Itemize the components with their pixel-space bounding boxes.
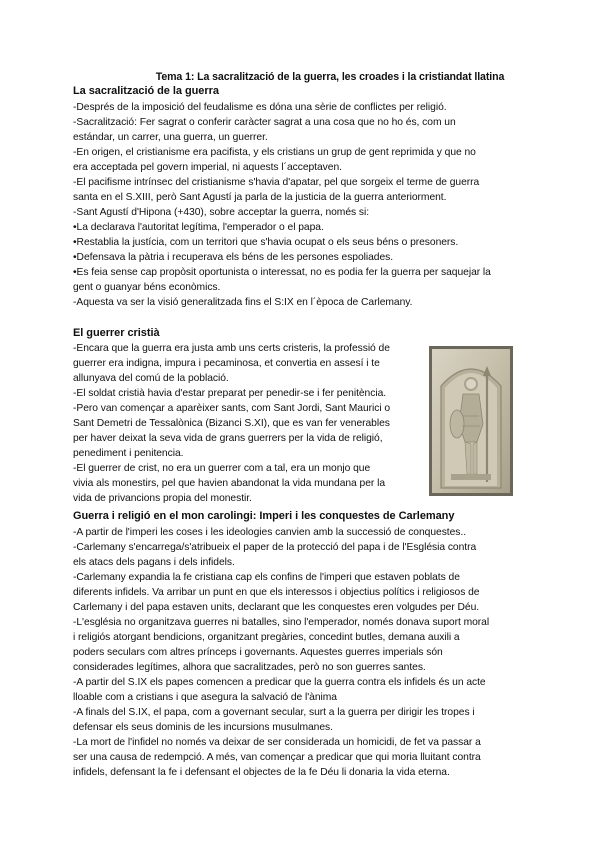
paragraph-line: -A finals del S.IX, el papa, com a governant secular, surt a la guerra per dirigir les tropes i <box>73 707 475 718</box>
paragraph-line: vivia als monestirs, pel que havien abandonat la vida mundana per la <box>73 478 385 489</box>
paragraph-line: -El guerrer de crist, no era un guerrer com a tal, era un monjo que <box>73 463 371 474</box>
paragraph-line: -El pacifisme intrínsec del cristianisme s'havia d'apatar, pel que sorgeix el terme de guerra <box>73 177 480 188</box>
bullet-line: •Restablia la justícia, com un territori que s'havia ocupat o els seus béns o presoners. <box>73 237 459 248</box>
paragraph-line: poders seculars com altres prínceps i governants. Aquestes guerres imperials són <box>73 647 443 658</box>
paragraph-line: allunyava del comú de la població. <box>73 373 229 384</box>
paragraph-line: guerrer era indigna, impura i pecaminosa, et convertia en assesí i te <box>73 358 380 369</box>
section-heading-guerrer-cristia: El guerrer cristià <box>73 327 160 339</box>
paragraph-line: infidels, defensant la fe i defensant el objectes de la fe Déu li donaria la vida eterna. <box>73 767 450 778</box>
paragraph-line: penediment i penitencia. <box>73 448 184 459</box>
paragraph-line: defensar els seus dominis de les incursions musulmanes. <box>73 722 333 733</box>
paragraph-line: -Carlemany expandia la fe cristiana cap els confins de l'imperi que estaven poblats de <box>73 572 460 583</box>
paragraph-line: -A partir del S.IX els papes comencen a predicar que la guerra contra els infidels és un acte <box>73 677 486 688</box>
paragraph-line: -La mort de l'infidel no només va deixar de ser considerada un homicidi, de fet va passar a <box>73 737 481 748</box>
paragraph-line: -Després de la imposició del feudalisme es dóna una sèrie de conflictes per religió. <box>73 102 447 113</box>
paragraph-line: -Encara que la guerra era justa amb uns certs cristeris, la professió de <box>73 343 390 354</box>
paragraph-line: els atacs dels pagans i dels infidels. <box>73 557 235 568</box>
section-heading-mon-carolingi: Guerra i religió en el mon carolingi: Imperi i les conquestes de Carlemany <box>73 510 455 522</box>
paragraph-line: -El soldat cristià havia d'estar preparat per penedir-se i fer penitència. <box>73 388 387 399</box>
section-heading-sacralitzacio: La sacralització de la guerra <box>73 85 219 97</box>
paragraph-line: diferents infidels. Va arribar un punt en que els interessos i objectius polítics i religiosos de <box>73 587 480 598</box>
paragraph-line: -Pero van començar a aparèixer sants, com Sant Jordi, Sant Maurici o <box>73 403 391 414</box>
paragraph-line: vida de privancions propia del monestir. <box>73 493 252 504</box>
paragraph-line: Sant Demetri de Tessalònica (Bizanci S.XI), que es van fer venerables <box>73 418 390 429</box>
paragraph-line: -L'església no organitzava guerres ni batalles, sino l'emperador, només donava suport moral <box>73 617 490 628</box>
paragraph-line: -Aquesta va ser la visió generalitzada fins el S:IX en l´època de Carlemany. <box>73 297 413 308</box>
paragraph-line: -En origen, el cristianisme era pacifista, y els cristians un grup de gent reprimida y que no <box>73 147 476 158</box>
paragraph-line: -Carlemany s'encarrega/s'atribueix el paper de la protecció del papa i de l'Església contra <box>73 542 477 553</box>
bullet-line: •Defensava la pàtria i recuperava els béns de les persones espoliades. <box>73 252 394 263</box>
paragraph-line: lloable com a cristians i que asegura la salvació de l'ànima <box>73 692 337 703</box>
bullet-line: •La declarava l'autoritat legítima, l'emperador o el papa. <box>73 222 324 233</box>
paragraph-line: era acceptada pel govern imperial, ni aquests l´acceptaven. <box>73 162 342 173</box>
paragraph-line: Carlemany i del papa estaven units, declarant que les conquestes eren volgudes per Déu. <box>73 602 480 613</box>
paragraph-line: estándar, un carrer, una guerra, un guerrer. <box>73 132 268 143</box>
paragraph-line: ser una causa de redempció. A més, van començar a predicar que qui moria lluitant contra <box>73 752 481 763</box>
paragraph-line: i religiós atorgant bendicions, organitzant pregàries, concedint butles, demana auxili a <box>73 632 460 643</box>
paragraph-line: -Sant Agustí d'Hipona (+430), sobre acceptar la guerra, només si: <box>73 207 370 218</box>
paragraph-line: considerades legítimes, alhora que sacralitzades, però no son guerres santes. <box>73 662 426 673</box>
paragraph-line: santa en el S.XIII, però Sant Agustí ja parla de la justicia de la guerra anteriorment. <box>73 192 447 203</box>
bullet-line: •Es feia sense cap propòsit oportunista o interessat, no es podia fer la guerra per saquejar la <box>73 267 491 278</box>
paragraph-line: per haver deixat la seva vida de grans guerrers per la vida de religió, <box>73 433 383 444</box>
paragraph-line: -A partir de l'imperi les coses i les ideologies canvien amb la successió de conquestes.. <box>73 527 467 538</box>
paragraph-line: gent o guanyar béns econòmics. <box>73 282 221 293</box>
paragraph-line: -Sacralització: Fer sagrat o conferir caràcter sagrat a una cosa que no ho és, com un <box>73 117 456 128</box>
warrior-saint-relief-image <box>429 346 513 496</box>
document-title: Tema 1: La sacralització de la guerra, les croades i la cristiandat llatina <box>155 71 505 83</box>
